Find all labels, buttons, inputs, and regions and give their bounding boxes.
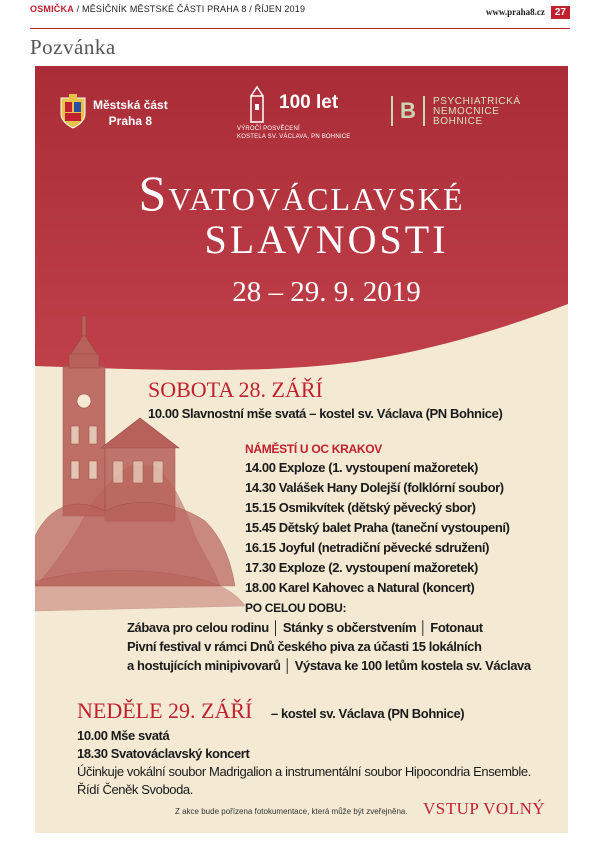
- event-title-line2: SLAVNOSTI: [204, 217, 449, 262]
- hospital-logo-text: [433, 97, 521, 127]
- event-title-initial: S: [138, 165, 169, 221]
- prague-8-logo-line2: Praha 8: [108, 114, 153, 128]
- all-day-item: Pivní festival v rámci Dnů českého piva za účasti 15 lokálních: [127, 639, 482, 654]
- program-item: 14.00 Exploze (1. vystoupení mažoretek): [245, 460, 478, 475]
- program-item: 15.45 Dětský balet Praha (taneční vystoupení): [245, 520, 510, 535]
- hospital-logo-line2: NEMOCNICE: [433, 106, 500, 117]
- event-title-line1: [35, 164, 568, 222]
- program-item: 16.15 Joyful (netradiční pěvecké sdružení): [245, 540, 490, 555]
- program-item: 14.30 Valášek Hany Dolejší (folklórní soubor): [245, 480, 504, 495]
- program-item: 15.15 Osmikvítek (dětský pěvecký sbor): [245, 500, 476, 515]
- program-item: 17.30 Exploze (2. vystoupení mažoretek): [245, 560, 478, 575]
- hospital-logo-mark: B: [391, 96, 425, 126]
- saturday-title: SOBOTA 28. ZÁŘÍ: [148, 377, 323, 402]
- magazine-header: [30, 4, 570, 20]
- magazine-masthead: [30, 4, 305, 14]
- sunday-item: 18.30 Svatováclavský koncert: [77, 746, 250, 761]
- saturday-mass: 10.00 Slavnostní mše svatá – kostel sv. Václava (PN Bohnice): [148, 406, 503, 421]
- anniversary-logo: [237, 84, 357, 148]
- event-dates: 28 – 29. 9. 2019: [232, 276, 421, 308]
- prague-8-logo-text: [93, 97, 168, 129]
- church-tower-icon: [237, 84, 277, 124]
- prague-8-logo: [59, 94, 189, 138]
- sunday-title: NEDĚLE 29. ZÁŘÍ: [77, 698, 253, 723]
- partner-logos: [35, 84, 568, 144]
- magazine-brand: OSMIČKA: [30, 4, 74, 14]
- section-title: Pozvánka: [30, 35, 116, 59]
- hospital-logo-line3: BOHNICE: [433, 116, 483, 127]
- magazine-issue: / MĚSÍČNÍK MĚSTSKÉ ČÁSTI PRAHA 8 / ŘÍJEN 2019: [73, 4, 306, 14]
- sunday-note: Řídí Čeněk Svoboda.: [77, 782, 193, 797]
- photo-notice: Z akce bude pořízena fotokumentace, která může být zveřejněna.: [175, 807, 408, 816]
- anniversary-subtitle: [237, 125, 357, 141]
- free-entry-label: VSTUP VOLNÝ: [423, 799, 546, 818]
- anniversary-subtitle-line2: KOSTELA SV. VÁCLAVA, PN BOHNICE: [237, 134, 351, 140]
- event-title-rest: VATOVÁCLAVSKÉ: [168, 181, 465, 217]
- header-divider: [30, 28, 570, 29]
- sunday-place: – kostel sv. Václava (PN Bohnice): [271, 706, 465, 721]
- sunday-item: 10.00 Mše svatá: [77, 728, 170, 743]
- all-day-item: Zábava pro celou rodinu │ Stánky s občerstvením │ Fotonaut: [127, 620, 483, 635]
- all-day-item: a hostujících minipivovarů │ Výstava ke 100 letům kostela sv. Václava: [127, 658, 531, 673]
- anniversary-subtitle-line1: VÝROČÍ POSVĚCENÍ: [237, 126, 300, 132]
- venue-title: NÁMĚSTÍ U OC KRAKOV: [245, 442, 382, 456]
- magazine-url[interactable]: www.praha8.cz: [485, 7, 545, 17]
- hospital-logo-line1: PSYCHIATRICKÁ: [433, 96, 521, 107]
- program-item: 18.00 Karel Kahovec a Natural (koncert): [245, 580, 475, 595]
- prague-8-logo-line1: Městská část: [93, 98, 168, 112]
- psychiatric-hospital-logo: [391, 94, 561, 134]
- event-poster: [35, 66, 568, 833]
- all-day-title: PO CELOU DOBU:: [245, 601, 347, 615]
- page-number: 27: [551, 6, 570, 19]
- coat-of-arms-icon: [59, 94, 87, 130]
- sunday-note: Účinkuje vokální soubor Madrigalion a instrumentální soubor Hipocondria Ensemble.: [77, 764, 531, 779]
- anniversary-title: 100 let: [279, 92, 339, 113]
- magazine-header-right: [486, 4, 570, 20]
